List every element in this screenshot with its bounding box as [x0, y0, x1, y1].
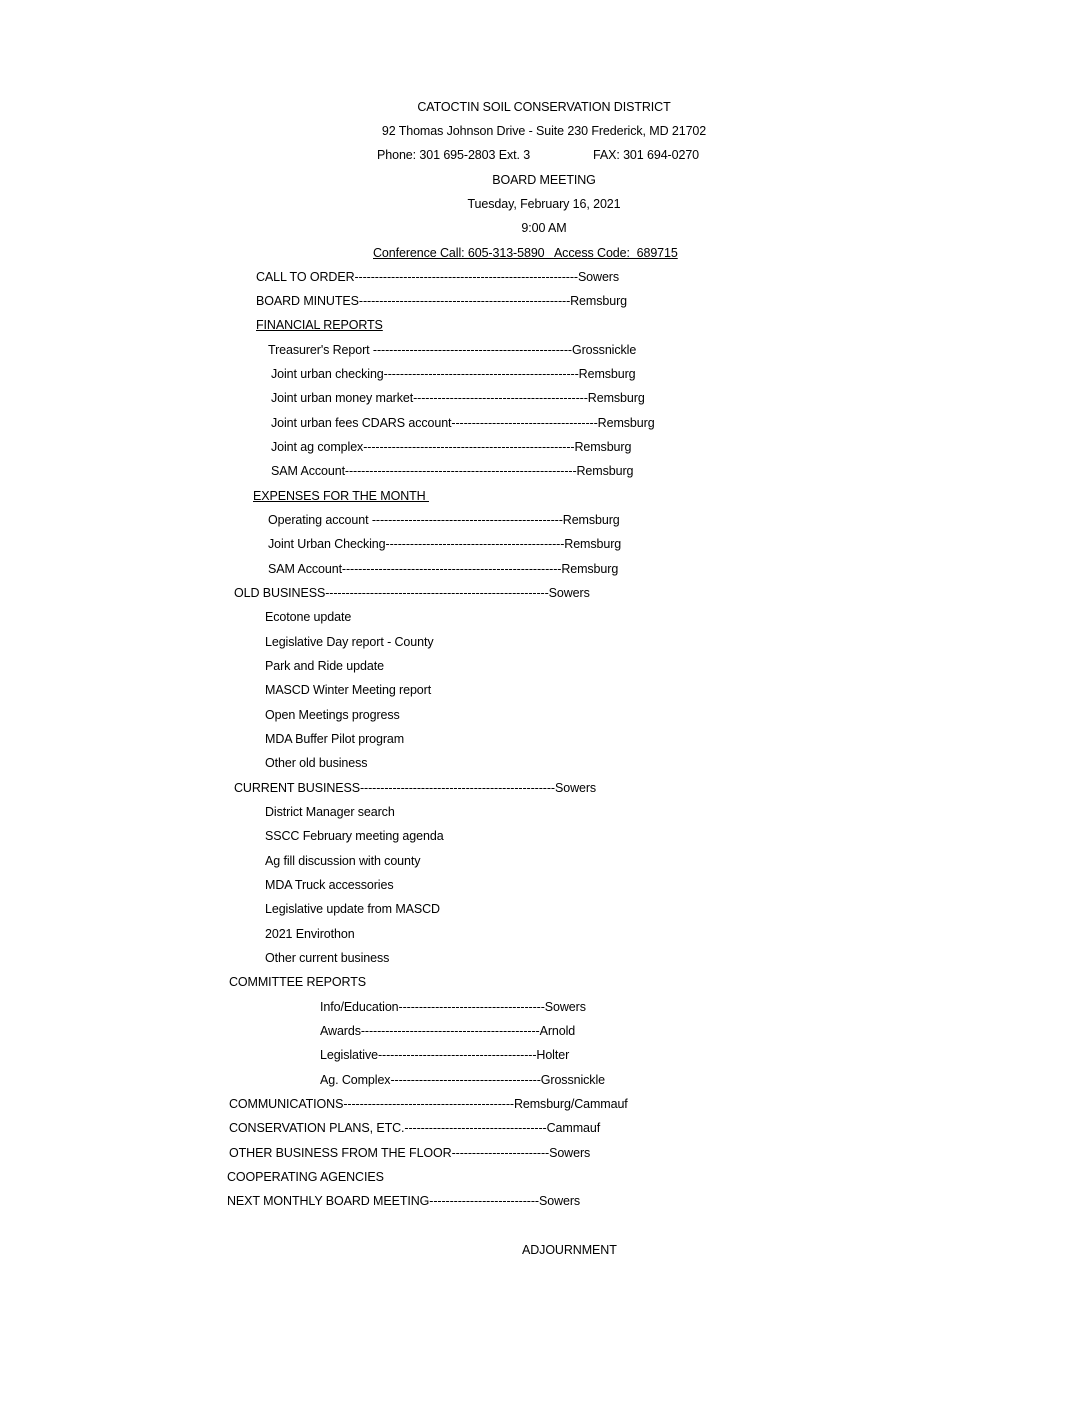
- committee-ag-complex: Ag. Complex-------------------------------------Grossnickle: [320, 1073, 605, 1087]
- call-to-order: CALL TO ORDER-------------------------------------------------------Sowers: [256, 270, 620, 284]
- list-item: Ag fill discussion with county: [265, 854, 421, 868]
- next-meeting: NEXT MONTHLY BOARD MEETING---------------------------Sowers: [227, 1194, 581, 1208]
- list-item: MASCD Winter Meeting report: [265, 683, 432, 697]
- list-item: Park and Ride update: [265, 659, 384, 673]
- treasurers-report: Treasurer's Report -------------------------------------------------Grossnickle: [268, 343, 637, 357]
- meeting-time: 9:00 AM: [521, 221, 567, 235]
- list-item: Other old business: [265, 756, 368, 770]
- financial-reports-heading: FINANCIAL REPORTS: [256, 318, 383, 332]
- joint-urban-checking-expenses: Joint Urban Checking--------------------------------------------Remsburg: [268, 537, 622, 551]
- list-item: Ecotone update: [265, 610, 352, 624]
- old-business: OLD BUSINESS-------------------------------------------------------Sowers: [234, 586, 590, 600]
- list-item: SSCC February meeting agenda: [265, 829, 444, 843]
- joint-urban-money-market: Joint urban money market-------------------------------------------Remsburg: [271, 391, 645, 405]
- list-item: Legislative update from MASCD: [265, 902, 440, 916]
- list-item: 2021 Envirothon: [265, 927, 355, 941]
- meeting-title: BOARD MEETING: [492, 173, 596, 187]
- communications: COMMUNICATIONS------------------------------------------Remsburg/Cammauf: [229, 1097, 628, 1111]
- joint-ag-complex: Joint ag complex----------------------------------------------------Remsburg: [271, 440, 632, 454]
- conservation-plans: CONSERVATION PLANS, ETC.-----------------------------------Cammauf: [229, 1121, 601, 1135]
- adjournment: ADJOURNMENT: [522, 1243, 617, 1257]
- sam-account: SAM Account---------------------------------------------------------Remsburg: [271, 464, 634, 478]
- joint-urban-checking: Joint urban checking------------------------------------------------Remsburg: [271, 367, 636, 381]
- list-item: Other current business: [265, 951, 390, 965]
- meeting-date: Tuesday, February 16, 2021: [467, 197, 621, 211]
- list-item: Legislative Day report - County: [265, 635, 434, 649]
- current-business: CURRENT BUSINESS------------------------------------------------Sowers: [234, 781, 597, 795]
- expenses-heading: EXPENSES FOR THE MONTH: [253, 489, 429, 503]
- committee-reports-heading: COMMITTEE REPORTS: [229, 975, 366, 989]
- list-item: District Manager search: [265, 805, 395, 819]
- address: 92 Thomas Johnson Drive - Suite 230 Frederick, MD 21702: [381, 124, 707, 138]
- fax: FAX: 301 694-0270: [593, 148, 700, 162]
- other-business-floor: OTHER BUSINESS FROM THE FLOOR------------------------Sowers: [229, 1146, 591, 1160]
- committee-legislative: Legislative---------------------------------------Holter: [320, 1048, 570, 1062]
- list-item: MDA Truck accessories: [265, 878, 394, 892]
- operating-account: Operating account -----------------------------------------------Remsburg: [268, 513, 620, 527]
- committee-awards: Awards--------------------------------------------Arnold: [320, 1024, 576, 1038]
- org-name: CATOCTIN SOIL CONSERVATION DISTRICT: [417, 100, 671, 114]
- list-item: MDA Buffer Pilot program: [265, 732, 405, 746]
- conference-call: Conference Call: 605-313-5890 Access Code: 689715: [373, 246, 678, 260]
- board-minutes: BOARD MINUTES----------------------------------------------------Remsburg: [256, 294, 627, 308]
- joint-urban-fees-cdars: Joint urban fees CDARS account------------------------------------Remsburg: [271, 416, 655, 430]
- sam-account-expenses: SAM Account------------------------------------------------------Remsburg: [268, 562, 619, 576]
- cooperating-agencies: COOPERATING AGENCIES: [227, 1170, 384, 1184]
- committee-info-education: Info/Education------------------------------------Sowers: [320, 1000, 586, 1014]
- list-item: Open Meetings progress: [265, 708, 400, 722]
- phone: Phone: 301 695-2803 Ext. 3: [377, 148, 531, 162]
